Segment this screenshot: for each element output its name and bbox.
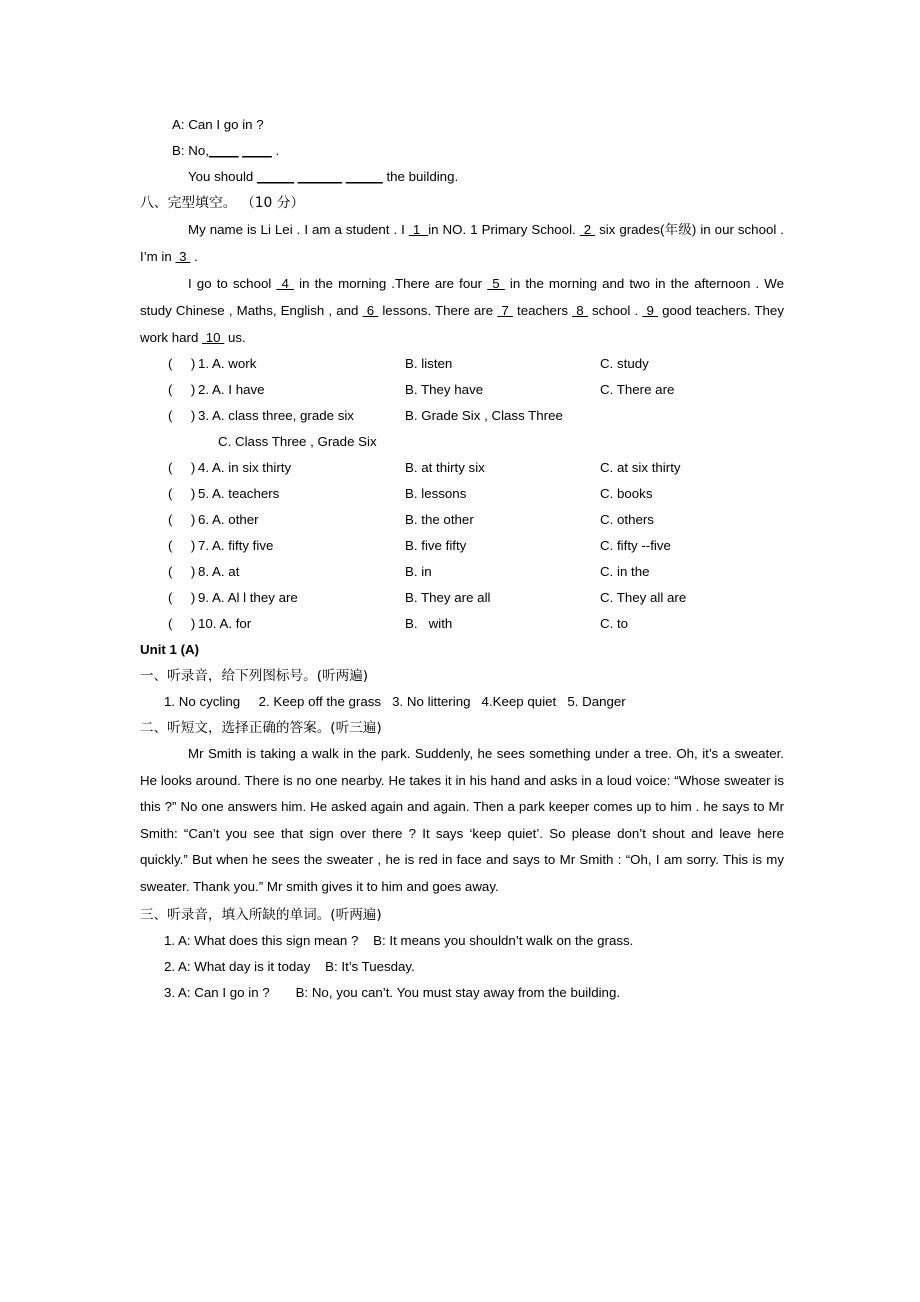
unit-title: Unit 1 (A) — [140, 642, 200, 657]
dialogue-line-a: A: Can I go in ? — [172, 117, 264, 132]
cloze-text: I go to school — [188, 276, 277, 291]
cloze-text: us. — [224, 330, 246, 345]
mc-option-b[interactable]: B. at thirty six — [405, 460, 485, 475]
mc-answer-box[interactable]: ( ) — [168, 486, 196, 501]
dialogue-blank-5: _____ — [345, 169, 383, 184]
listening-passage: Mr Smith is taking a walk in the park. Suddenly, he sees something under a tree. Oh, it’s a sweater. He looks around. There is no one nearby. He takes it in his hand and asks in a loud voice: “Whose sweater is this ?” No one answers him. He asked again and again. Then a park keeper comes up to him . he says to Mr Smith: “Can’t you see that sign over there ? It says ‘keep quiet’. So please don’t shout and leave here quickly.” But when he sees the sweater , he is red in face and says to Mr Smith : “Oh, I am sorry. This is my sweater. Thank you.” Mr smith gives it to him and goes away. — [140, 746, 784, 894]
cloze-blank-4: 4 — [276, 276, 295, 291]
listening-section-one-items: 1. No cycling 2. Keep off the grass 3. No littering 4.Keep quiet 5. Danger — [164, 694, 626, 709]
mc-question-row — [140, 611, 784, 637]
dialogue-line-b — [140, 138, 784, 164]
dialogue-blank-1: ____ — [208, 143, 239, 158]
mc-question-row — [140, 533, 784, 559]
mc-option-a[interactable]: 8. A. at — [198, 564, 240, 579]
mc-option-b[interactable]: B. with — [405, 616, 453, 631]
cloze-text: teachers — [512, 303, 573, 318]
cloze-blank-9: 9 — [642, 303, 658, 318]
mc-answer-box[interactable]: ( ) — [168, 382, 196, 397]
cloze-text: lessons. There are — [378, 303, 498, 318]
mc-question-row — [140, 559, 784, 585]
mc-option-a[interactable]: 4. A. in six thirty — [198, 460, 292, 475]
mc-question-row — [140, 585, 784, 611]
mc-option-c[interactable]: C. They all are — [600, 590, 687, 605]
cloze-blank-10: 10 — [202, 330, 225, 345]
mc-option-a[interactable]: 10. A. for — [198, 616, 252, 631]
multiple-choice-list — [140, 351, 784, 637]
mc-option-b[interactable]: B. five fifty — [405, 538, 467, 553]
mc-option-c[interactable]: C. study — [600, 356, 649, 371]
mc-question-row — [140, 377, 784, 403]
dialogue-line-b-prefix: B: No, — [172, 143, 209, 158]
dialogue-blank-4: ______ — [297, 169, 343, 184]
mc-option-b[interactable]: B. They are all — [405, 590, 491, 605]
mc-answer-box[interactable]: ( ) — [168, 408, 196, 423]
cloze-text: six grades(年级) in our school . I’m in — [140, 222, 784, 264]
mc-option-a[interactable]: 3. A. class three, grade six — [198, 408, 354, 423]
section-eight-heading: 八、完型填空。 （10 分） — [140, 195, 305, 211]
dialogue-line-c-prefix: You should — [188, 169, 258, 184]
mc-answer-box[interactable]: ( ) — [168, 616, 196, 631]
cloze-text: . — [190, 249, 198, 264]
mc-option-c[interactable]: C. There are — [600, 382, 675, 397]
mc-option-b[interactable]: B. Grade Six , Class Three — [405, 408, 563, 423]
cloze-blank-5: 5 — [487, 276, 505, 291]
cloze-text: good teachers. They work hard — [140, 303, 784, 345]
mc-option-c[interactable]: C. at six thirty — [600, 460, 681, 475]
cloze-blank-3: 3 — [175, 249, 191, 264]
listening-section-one-heading: 一、听录音，给下列图标号。(听两遍) — [140, 668, 369, 684]
mc-option-c[interactable]: C. fifty --five — [600, 538, 671, 553]
listening-dialogue-item: 1. A: What does this sign mean ? B: It means you shouldn’t walk on the grass. — [164, 933, 634, 948]
listening-section-three-list — [140, 928, 784, 1006]
mc-answer-box[interactable]: ( ) — [168, 512, 196, 527]
mc-question-row — [140, 481, 784, 507]
dialogue-line-c — [140, 164, 784, 190]
dialogue-line-b-suffix: . — [271, 143, 280, 158]
listening-section-two-heading: 二、听短文，选择正确的答案。(听三遍) — [140, 720, 382, 736]
mc-option-b[interactable]: B. listen — [405, 356, 453, 371]
dialogue-line-c-suffix: the building. — [382, 169, 459, 184]
mc-option-a[interactable]: 9. A. Al l they are — [198, 590, 298, 605]
mc-question-row — [140, 507, 784, 533]
mc-question-row — [140, 351, 784, 377]
cloze-paragraph-2 — [140, 270, 784, 351]
cloze-text: school . — [587, 303, 643, 318]
mc-option-c[interactable]: C. Class Three , Grade Six — [218, 434, 377, 449]
cloze-text: in NO. 1 Primary School. — [428, 222, 580, 237]
dialogue-blank-2: ____ — [242, 143, 272, 158]
mc-answer-box[interactable]: ( ) — [168, 460, 196, 475]
mc-option-a[interactable]: 7. A. fifty five — [198, 538, 274, 553]
mc-option-a[interactable]: 6. A. other — [198, 512, 259, 527]
dialogue-blank-3: _____ — [257, 169, 294, 184]
cloze-text: in the morning .There are four — [294, 276, 488, 291]
mc-option-a[interactable]: 1. A. work — [198, 356, 257, 371]
mc-option-c[interactable]: C. books — [600, 486, 653, 501]
mc-question-row — [140, 403, 784, 429]
mc-option-b[interactable]: B. They have — [405, 382, 484, 397]
listening-section-three-heading: 三、听录音，填入所缺的单词。(听两遍) — [140, 907, 382, 923]
mc-option-b[interactable]: B. the other — [405, 512, 474, 527]
mc-option-a[interactable]: 2. A. I have — [198, 382, 265, 397]
cloze-blank-8: 8 — [572, 303, 588, 318]
cloze-blank-7: 7 — [497, 303, 513, 318]
cloze-blank-1: 1 — [408, 222, 429, 237]
cloze-paragraph-1 — [140, 216, 784, 270]
document-content — [140, 112, 784, 1006]
listening-dialogue-item: 2. A: What day is it today B: It’s Tuesday. — [164, 959, 415, 974]
mc-answer-box[interactable]: ( ) — [168, 564, 196, 579]
cloze-text: My name is Li Lei . I am a student . I — [188, 222, 409, 237]
mc-answer-box[interactable]: ( ) — [168, 590, 196, 605]
mc-question-row-continued — [140, 429, 784, 455]
cloze-blank-2: 2 — [579, 222, 596, 237]
listening-dialogue-item: 3. A: Can I go in ? B: No, you can’t. You must stay away from the building. — [164, 985, 621, 1000]
mc-option-c[interactable]: C. others — [600, 512, 654, 527]
mc-answer-box[interactable]: ( ) — [168, 538, 196, 553]
cloze-text: in the morning and two in the afternoon . We study Chinese , Maths, English , and — [140, 276, 784, 318]
mc-option-b[interactable]: B. lessons — [405, 486, 467, 501]
mc-option-c[interactable]: C. in the — [600, 564, 650, 579]
mc-answer-box[interactable]: ( ) — [168, 356, 196, 371]
mc-option-b[interactable]: B. in — [405, 564, 432, 579]
cloze-blank-6: 6 — [362, 303, 379, 318]
mc-question-row — [140, 455, 784, 481]
mc-option-a[interactable]: 5. A. teachers — [198, 486, 280, 501]
mc-option-c[interactable]: C. to — [600, 616, 629, 631]
